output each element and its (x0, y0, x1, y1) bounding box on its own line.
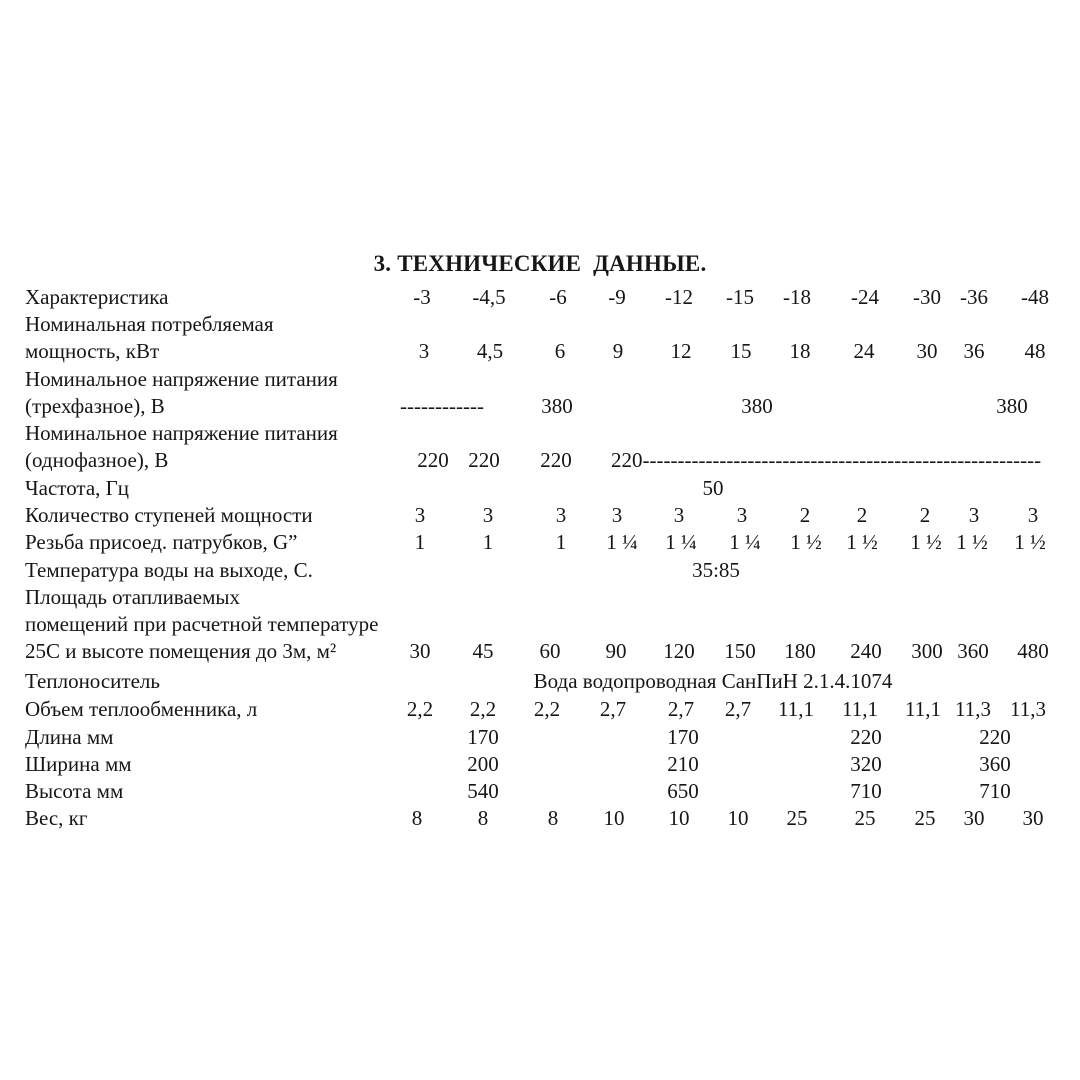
cell-value: 180 (784, 639, 816, 663)
cell-value: 45 (472, 639, 494, 663)
cell-value: 15 (730, 339, 752, 363)
cell-value: 36 (963, 339, 985, 363)
cell-value: -12 (665, 285, 693, 309)
cell-value: 11,1 (778, 697, 814, 721)
cell-value: 30 (963, 806, 985, 830)
doc-line (0, 530, 1080, 557)
cell-value: 11,1 (905, 697, 941, 721)
cell-value: 10 (668, 806, 690, 830)
cell-value: 25 (786, 806, 808, 830)
cell-value: -30 (913, 285, 941, 309)
cell-value: 210 (667, 752, 699, 776)
row-label: мощность, кВт (25, 339, 160, 363)
doc-line (0, 448, 1080, 475)
doc-line (0, 806, 1080, 833)
row-label: Объем теплообменника, л (25, 697, 258, 721)
cell-value: 3 (555, 503, 567, 527)
cell-value: 11,1 (842, 697, 878, 721)
cell-value: 380 (541, 394, 573, 418)
cell-value: -18 (783, 285, 811, 309)
cell-value: 1 ¼ (665, 530, 697, 554)
cell-value: 1 ½ (790, 530, 822, 554)
cell-value: 2 (856, 503, 868, 527)
row-label: Характеристика (25, 285, 169, 309)
cell-value: 11,3 (955, 697, 991, 721)
cell-value: 150 (724, 639, 756, 663)
doc-line (0, 558, 1080, 585)
cell-value: 170 (667, 725, 699, 749)
cell-value: -4,5 (472, 285, 506, 309)
doc-line (0, 421, 1080, 448)
doc-line (0, 339, 1080, 366)
row-label: 25С и высоте помещения до 3м, м² (25, 639, 337, 663)
doc-line (0, 612, 1080, 639)
cell-value: 3 (418, 339, 430, 363)
cell-value: 1 (482, 530, 494, 554)
row-label: Количество ступеней мощности (25, 503, 313, 527)
cell-value: -24 (851, 285, 879, 309)
doc-line (0, 725, 1080, 752)
cell-value: 540 (467, 779, 499, 803)
row-label: Резьба присоед. патрубков, G” (25, 530, 298, 554)
cell-value: Вода водопроводная СанПиН 2.1.4.1074 (533, 669, 893, 693)
cell-value: 360 (957, 639, 989, 663)
doc-line (0, 503, 1080, 530)
cell-value: 2 (919, 503, 931, 527)
cell-value: 2 (799, 503, 811, 527)
cell-value: 220 (417, 448, 449, 472)
cell-value: 6 (554, 339, 566, 363)
cell-value: 380 (996, 394, 1028, 418)
cell-value: 10 (603, 806, 625, 830)
cell-value: -15 (726, 285, 754, 309)
cell-value: 24 (853, 339, 875, 363)
cell-value: 30 (409, 639, 431, 663)
cell-value: 3 (968, 503, 980, 527)
row-label: помещений при расчетной температуре (25, 612, 379, 636)
doc-line (0, 312, 1080, 339)
doc-line (0, 476, 1080, 503)
doc-line (0, 669, 1080, 696)
doc-line (0, 367, 1080, 394)
cell-value: 220 (468, 448, 500, 472)
cell-value: 1 (414, 530, 426, 554)
cell-value: 60 (539, 639, 561, 663)
doc-line (0, 779, 1080, 806)
cell-value: 8 (547, 806, 559, 830)
cell-value: 710 (850, 779, 882, 803)
cell-value: 220 (850, 725, 882, 749)
cell-value: 200 (467, 752, 499, 776)
row-label: Площадь отапливаемых (25, 585, 240, 609)
cell-value: 2,2 (469, 697, 497, 721)
doc-line (0, 697, 1080, 724)
cell-value: 3 (1027, 503, 1039, 527)
cell-value: -48 (1021, 285, 1049, 309)
cell-value: 30 (1022, 806, 1044, 830)
doc-line (0, 285, 1080, 312)
cell-value: 650 (667, 779, 699, 803)
cell-value: 360 (979, 752, 1011, 776)
cell-value: 2,2 (406, 697, 434, 721)
cell-value: 2,2 (533, 697, 561, 721)
doc-line (0, 394, 1080, 421)
cell-value: 480 (1017, 639, 1049, 663)
cell-value: -9 (608, 285, 626, 309)
doc-line (0, 585, 1080, 612)
cell-value: 300 (911, 639, 943, 663)
row-label: (однофазное), В (25, 448, 169, 472)
cell-value: 1 ¼ (606, 530, 638, 554)
row-label: Температура воды на выходе, С. (25, 558, 313, 582)
page-title: 3. ТЕХНИЧЕСКИЕ ДАННЫЕ. (373, 251, 707, 276)
cell-value: 380 (741, 394, 773, 418)
doc-line (0, 752, 1080, 779)
cell-value: 35:85 (692, 558, 740, 582)
cell-value: 1 ½ (956, 530, 988, 554)
row-label: Теплоноситель (25, 669, 160, 693)
cell-value: 25 (854, 806, 876, 830)
row-label: Длина мм (25, 725, 114, 749)
row-label: Ширина мм (25, 752, 132, 776)
row-label: Номинальная потребляемая (25, 312, 274, 336)
row-label: Номинальное напряжение питания (25, 421, 338, 445)
row-label: Вес, кг (25, 806, 88, 830)
cell-value: 2,7 (724, 697, 752, 721)
row-label: Высота мм (25, 779, 124, 803)
cell-value: -3 (413, 285, 431, 309)
row-label: Частота, Гц (25, 476, 130, 500)
cell-value: 220 (540, 448, 572, 472)
cell-value: 120 (663, 639, 695, 663)
row-label: (трехфазное), В (25, 394, 165, 418)
cell-value: 1 ½ (1014, 530, 1046, 554)
cell-value: 10 (727, 806, 749, 830)
doc-line (0, 639, 1080, 666)
cell-value: 1 ½ (846, 530, 878, 554)
cell-value: ------------ (400, 394, 484, 418)
cell-value: -6 (549, 285, 567, 309)
cell-value: -36 (960, 285, 988, 309)
cell-value: 2,7 (599, 697, 627, 721)
cell-value: 170 (467, 725, 499, 749)
cell-value: 220 (979, 725, 1011, 749)
cell-value: 3 (482, 503, 494, 527)
cell-value: 11,3 (1010, 697, 1046, 721)
cell-value: 3 (414, 503, 426, 527)
cell-value: 1 (555, 530, 567, 554)
cell-value: 4,5 (476, 339, 504, 363)
cell-value: 90 (605, 639, 627, 663)
cell-value: 3 (736, 503, 748, 527)
cell-value: 48 (1024, 339, 1046, 363)
cell-value: 320 (850, 752, 882, 776)
cell-value: 9 (612, 339, 624, 363)
cell-value: 3 (673, 503, 685, 527)
row-label: Номинальное напряжение питания (25, 367, 338, 391)
cell-value: 18 (789, 339, 811, 363)
cell-value: 240 (850, 639, 882, 663)
cell-value: 25 (914, 806, 936, 830)
cell-value: 8 (477, 806, 489, 830)
cell-value: 50 (702, 476, 724, 500)
cell-value: 220--------------------------------------------------------- (611, 448, 1042, 472)
cell-value: 710 (979, 779, 1011, 803)
cell-value: 3 (611, 503, 623, 527)
cell-value: 30 (916, 339, 938, 363)
cell-value: 1 ½ (910, 530, 942, 554)
cell-value: 8 (411, 806, 423, 830)
cell-value: 12 (670, 339, 692, 363)
cell-value: 1 ¼ (729, 530, 761, 554)
cell-value: 2,7 (667, 697, 695, 721)
